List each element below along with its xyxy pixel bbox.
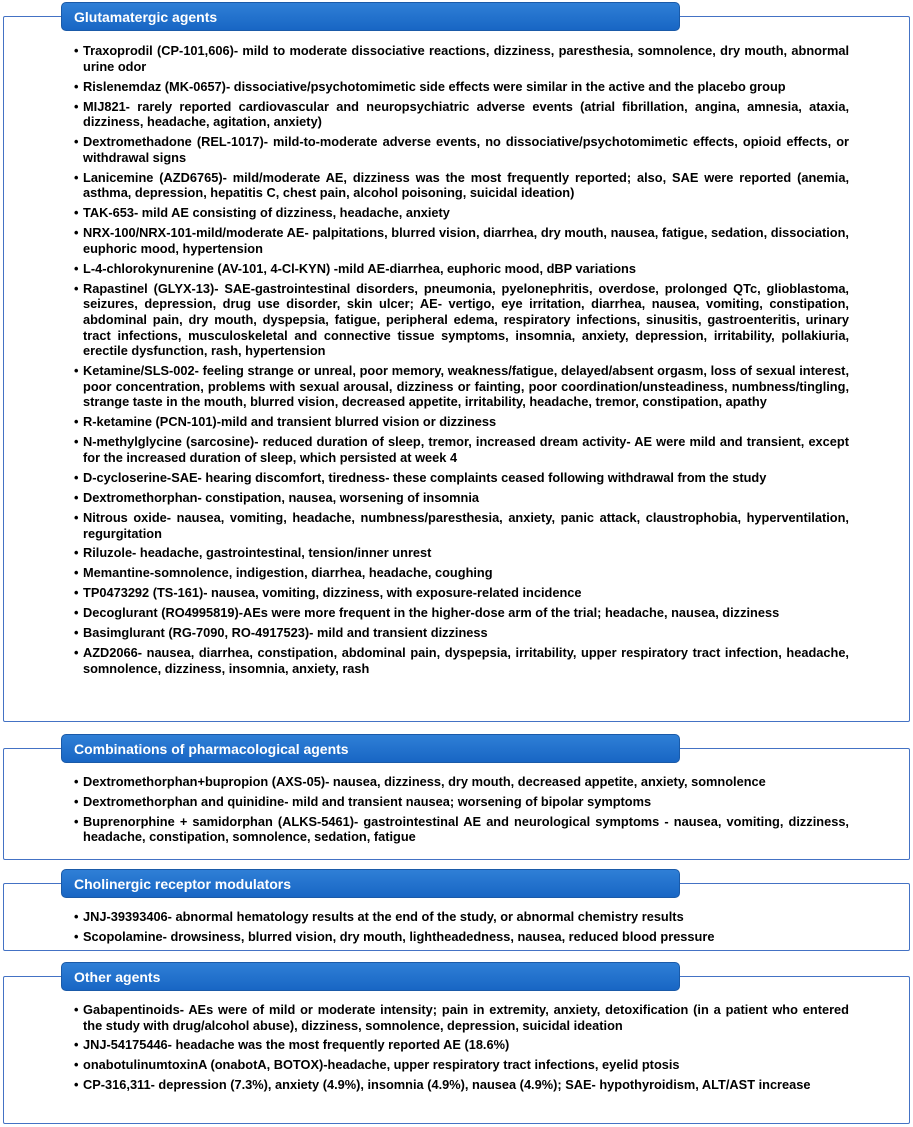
- list-item: • Basimglurant (RG-7090, RO-4917523)- mild and transient dizziness: [74, 625, 849, 641]
- list-item: • Dextromethorphan+bupropion (AXS-05)- nausea, dizziness, dry mouth, decreased appetite, anxiety, somnolence: [74, 774, 849, 790]
- adverse-effects-list: [74, 909, 849, 949]
- section-header: Other agents: [61, 962, 680, 991]
- list-item: • MIJ821- rarely reported cardiovascular and neuropsychiatric adverse events (atrial fibrillation, angina, amnesia, ataxia, dizziness, headache, agitation, anxiety): [74, 99, 849, 130]
- list-item: • Dextromethorphan and quinidine- mild and transient nausea; worsening of bipolar symptoms: [74, 794, 849, 810]
- list-item: • TP0473292 (TS-161)- nausea, vomiting, dizziness, with exposure-related incidence: [74, 585, 849, 601]
- list-item: • CP-316,311- depression (7.3%), anxiety (4.9%), insomnia (4.9%), nausea (4.9%); SAE- hypothyroidism, ALT/AST increase: [74, 1077, 849, 1093]
- list-item: • Nitrous oxide- nausea, vomiting, headache, numbness/paresthesia, anxiety, panic attack, claustrophobia, hyperventilation, regurgitation: [74, 510, 849, 541]
- list-item: • Buprenorphine + samidorphan (ALKS-5461)- gastrointestinal AE and neurological symptoms - nausea, vomiting, dizziness, headache, constipation, somnolence, sedation, fatigue: [74, 814, 849, 845]
- list-item: • Rapastinel (GLYX-13)- SAE-gastrointestinal disorders, pneumonia, pyelonephritis, overdose, prolonged QTc, glioblastoma, seizures, depression, drug use disorder, skin ulcer; AE- vertigo, eye irritation, diarrhea, nausea, vomiting, constipation, abdominal pain, dry mouth, dyspepsia, fatigue, peripheral edema, respiratory infections, sinusitis, gastroenteritis, urinary tract infections, musculoskeletal and connective tissue symptoms, insomnia, anxiety, depression, irritability, pollakiuria, erectile dysfunction, rash, hypertension: [74, 281, 849, 359]
- section-header: Combinations of pharmacological agents: [61, 734, 680, 763]
- list-item: • AZD2066- nausea, diarrhea, constipation, abdominal pain, dyspepsia, irritability, upper respiratory tract infection, headache, somnolence, dizziness, insomnia, anxiety, rash: [74, 645, 849, 676]
- list-item: • Gabapentinoids- AEs were of mild or moderate intensity; pain in extremity, anxiety, detoxification (in a patient who entered the study with drug/alcohol abuse), dizziness, somnolence, depression, suicidal ideation: [74, 1002, 849, 1033]
- section-cholinergic: [0, 869, 913, 951]
- list-item: • N-methylglycine (sarcosine)- reduced duration of sleep, tremor, increased dream activity- AE were mild and transient, except for the increased duration of sleep, which persisted at week 4: [74, 434, 849, 465]
- list-item: • D-cycloserine-SAE- hearing discomfort, tiredness- these complaints ceased following withdrawal from the study: [74, 470, 849, 486]
- list-item: • Lanicemine (AZD6765)- mild/moderate AE, dizziness was the most frequently reported; also, SAE were reported (anemia, asthma, depression, hepatitis C, chest pain, alcohol poisoning, suicidal ideation): [74, 170, 849, 201]
- list-item: • NRX-100/NRX-101-mild/moderate AE- palpitations, blurred vision, diarrhea, dry mouth, nausea, fatigue, sedation, dissociation, euphoric mood, hypertension: [74, 225, 849, 256]
- list-item: • Ketamine/SLS-002- feeling strange or unreal, poor memory, weakness/fatigue, delayed/absent orgasm, loss of sexual interest, poor concentration, problems with sexual arousal, dizziness or fainting, poor coordination/unsteadiness, numbness/tingling, strange taste in the mouth, blurred vision, decreased appetite, irritability, headache, tremor, constipation, apathy: [74, 363, 849, 410]
- section-header: Glutamatergic agents: [61, 2, 680, 31]
- section-other-agents: [0, 962, 913, 1124]
- list-item: • R-ketamine (PCN-101)-mild and transient blurred vision or dizziness: [74, 414, 849, 430]
- list-item: • Decoglurant (RO4995819)-AEs were more frequent in the higher-dose arm of the trial; headache, nausea, dizziness: [74, 605, 849, 621]
- adverse-effects-list: [74, 774, 849, 849]
- list-item: • JNJ-39393406- abnormal hematology results at the end of the study, or abnormal chemistry results: [74, 909, 849, 925]
- list-item: • JNJ-54175446- headache was the most frequently reported AE (18.6%): [74, 1037, 849, 1053]
- section-header: Cholinergic receptor modulators: [61, 869, 680, 898]
- adverse-effects-list: [74, 43, 849, 681]
- list-item: • Dextromethadone (REL-1017)- mild-to-moderate adverse events, no dissociative/psychotomimetic effects, opioid effects, or withdrawal signs: [74, 134, 849, 165]
- list-item: • TAK-653- mild AE consisting of dizziness, headache, anxiety: [74, 205, 849, 221]
- list-item: • onabotulinumtoxinA (onabotA, BOTOX)-headache, upper respiratory tract infections, eyelid ptosis: [74, 1057, 849, 1073]
- list-item: • Traxoprodil (CP-101,606)- mild to moderate dissociative reactions, dizziness, paresthesia, somnolence, dry mouth, abnormal urine odor: [74, 43, 849, 74]
- list-item: • Scopolamine- drowsiness, blurred vision, dry mouth, lightheadedness, nausea, reduced blood pressure: [74, 929, 849, 945]
- list-item: • L-4-chlorokynurenine (AV-101, 4-Cl-KYN) -mild AE-diarrhea, euphoric mood, dBP variations: [74, 261, 849, 277]
- list-item: • Memantine-somnolence, indigestion, diarrhea, headache, coughing: [74, 565, 849, 581]
- section-glutamatergic-agents: [0, 2, 913, 722]
- adverse-effects-list: [74, 1002, 849, 1097]
- list-item: • Dextromethorphan- constipation, nausea, worsening of insomnia: [74, 490, 849, 506]
- list-item: • Rislenemdaz (MK-0657)- dissociative/psychotomimetic side effects were similar in the active and the placebo group: [74, 79, 849, 95]
- section-combinations: [0, 734, 913, 860]
- list-item: • Riluzole- headache, gastrointestinal, tension/inner unrest: [74, 545, 849, 561]
